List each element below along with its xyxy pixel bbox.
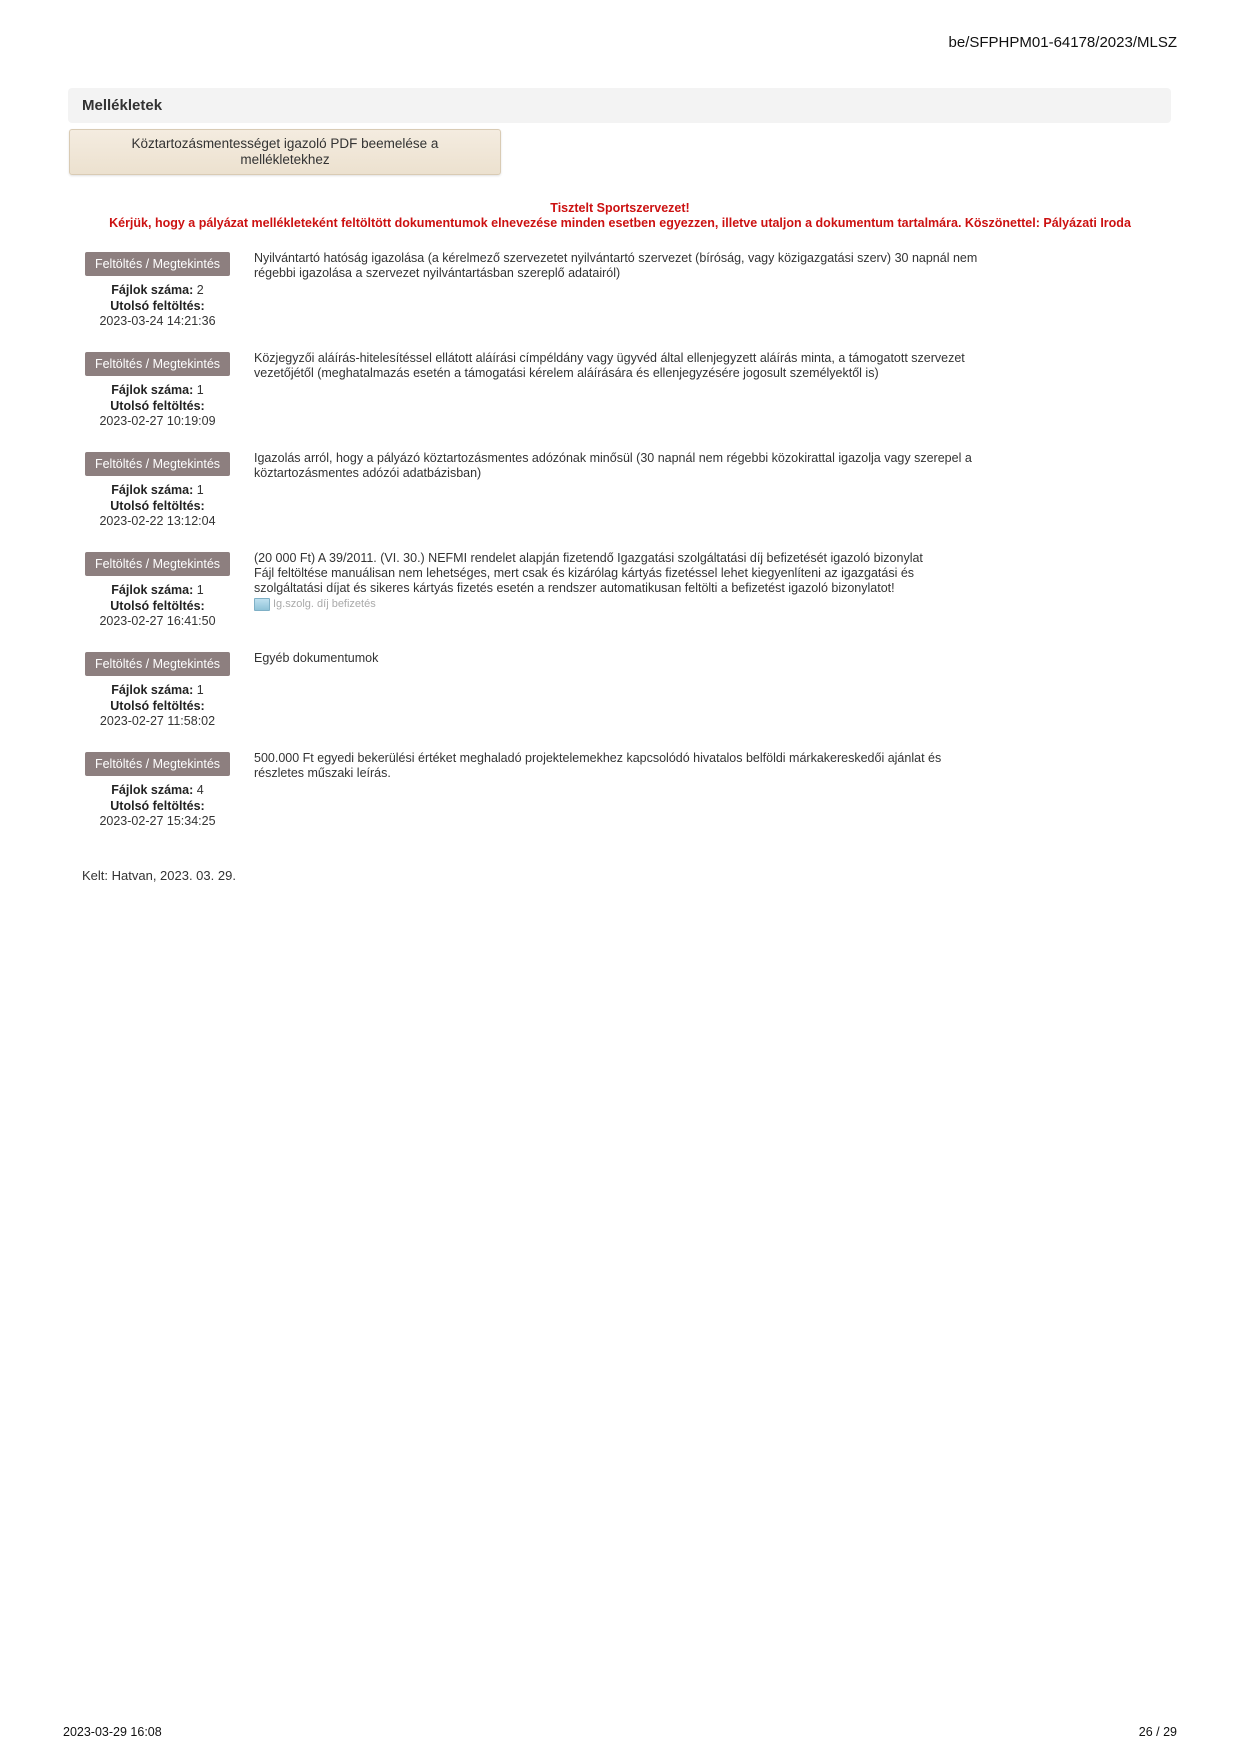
files-count-label: Fájlok száma: — [111, 683, 194, 697]
attachment-row — [60, 752, 1140, 842]
page-number: 26 / 29 — [1138, 1725, 1177, 1739]
document-reference: be/SFPHPM01-64178/2023/MLSZ — [948, 34, 1177, 51]
upload-view-button[interactable]: Feltöltés / Megtekintés — [85, 352, 230, 376]
description-line: köztartozásmentes adózói adatbázisban) — [254, 466, 482, 480]
files-count-label: Fájlok száma: — [111, 283, 194, 297]
attachment-description — [254, 251, 994, 281]
files-count-label: Fájlok száma: — [111, 483, 194, 497]
description-line: szolgáltatási díjat és sikeres kártyás fizetés esetén a rendszer automatikusan feltölti a befizetést igazoló bizonylatot! — [254, 581, 895, 595]
description-line: Közjegyzői aláírás-hitelesítéssel ellátott aláírási címpéldány vagy ügyvéd által ellenjegyzett aláírás minta, a támogatott szervezet — [254, 351, 965, 365]
description-line: Igazolás arról, hogy a pályázó köztartozásmentes adózónak minősül (30 napnál nem régebbi közokirattal igazolja vagy szerepel a — [254, 451, 972, 465]
files-count-value: 1 — [196, 383, 204, 397]
import-pdf-button[interactable]: Köztartozásmentességet igazoló PDF beemelése a mellékletekhez — [69, 129, 501, 175]
files-count-value: 4 — [196, 783, 204, 797]
attachment-row — [60, 252, 1140, 342]
upload-view-button[interactable]: Feltöltés / Megtekintés — [85, 452, 230, 476]
image-file-icon — [254, 598, 270, 611]
description-line: (20 000 Ft) A 39/2011. (VI. 30.) NEFMI rendelet alapján fizetendő Igazgatási szolgáltatási díj befizetését igazoló bizonylat — [254, 551, 923, 565]
description-line: Egyéb dokumentumok — [254, 651, 379, 665]
upload-view-button[interactable]: Feltöltés / Megtekintés — [85, 652, 230, 676]
upload-view-button[interactable]: Feltöltés / Megtekintés — [85, 752, 230, 776]
attachment-description — [254, 451, 994, 481]
file-link-label: Ig.szolg. díj befizetés — [273, 598, 376, 610]
last-upload-label: Utolsó feltöltés: — [110, 398, 205, 413]
attachment-row — [60, 352, 1140, 442]
notice-message: Kérjük, hogy a pályázat mellékleteként feltöltött dokumentumok elnevezése minden esetben egyezzen, illetve utaljon a dokumentum tartalmára. Köszönettel: Pályázati Iroda — [109, 216, 1131, 230]
last-upload-label: Utolsó feltöltés: — [110, 598, 205, 613]
last-upload-value: 2023-02-27 10:19:09 — [99, 414, 216, 428]
file-link[interactable] — [254, 597, 376, 612]
attachment-description — [254, 351, 994, 381]
files-count-label: Fájlok száma: — [111, 583, 194, 597]
attachment-row — [60, 452, 1140, 542]
description-line: részletes műszaki leírás. — [254, 766, 391, 780]
attachment-meta — [60, 452, 255, 530]
attachment-meta — [60, 252, 255, 330]
last-upload-value: 2023-02-27 16:41:50 — [99, 614, 216, 628]
files-count-value: 2 — [196, 283, 204, 297]
attachment-row — [60, 652, 1140, 742]
last-upload-label: Utolsó feltöltés: — [110, 498, 205, 513]
last-upload-value: 2023-02-27 15:34:25 — [99, 814, 216, 828]
upload-view-button[interactable]: Feltöltés / Megtekintés — [85, 252, 230, 276]
section-header — [68, 88, 1171, 123]
description-line: 500.000 Ft egyedi bekerülési értéket meghaladó projektelemekhez kapcsolódó hivatalos belföldi márkakereskedői ajánlat és — [254, 751, 942, 765]
last-upload-value: 2023-02-27 11:58:02 — [99, 714, 216, 728]
attachment-description — [254, 651, 994, 666]
files-count-label: Fájlok száma: — [111, 783, 194, 797]
issue-place-date: Kelt: Hatvan, 2023. 03. 29. — [82, 868, 236, 883]
upload-view-button[interactable]: Feltöltés / Megtekintés — [85, 552, 230, 576]
last-upload-label: Utolsó feltöltés: — [110, 698, 205, 713]
last-upload-value: 2023-03-24 14:21:36 — [99, 314, 216, 328]
last-upload-label: Utolsó feltöltés: — [110, 298, 205, 313]
attachment-meta — [60, 552, 255, 630]
files-count-value: 1 — [196, 483, 204, 497]
footer-datetime: 2023-03-29 16:08 — [63, 1725, 162, 1739]
section-title: Mellékletek — [82, 97, 163, 114]
files-count-value: 1 — [196, 583, 204, 597]
attachment-meta — [60, 652, 255, 730]
attachment-meta — [60, 352, 255, 430]
attachment-description — [254, 751, 994, 781]
last-upload-value: 2023-02-22 13:12:04 — [99, 514, 216, 528]
files-count-label: Fájlok száma: — [111, 383, 194, 397]
last-upload-label: Utolsó feltöltés: — [110, 798, 205, 813]
attachment-description — [254, 551, 994, 615]
description-line: Fájl feltöltése manuálisan nem lehetséges, mert csak és kizárólag kártyás fizetéssel lehet kiegyenlíteni az igazgatási és — [254, 566, 915, 580]
attachment-row — [60, 552, 1140, 642]
description-line: Nyilvántartó hatóság igazolása (a kérelmező szervezetet nyilvántartó szervezet (bíróság, vagy közigazgatási szerv) 30 napnál nem — [254, 251, 978, 265]
attachment-meta — [60, 752, 255, 830]
description-line: vezetőjétől (meghatalmazás esetén a támogatási kérelem aláírására és ellenjegyzésére jogosult személyektől is) — [254, 366, 879, 380]
notice-greeting: Tisztelt Sportszervezet! — [550, 201, 690, 215]
files-count-value: 1 — [196, 683, 204, 697]
notice — [60, 201, 1180, 231]
description-line: régebbi igazolása a szervezet nyilvántartásban szereplő adatairól) — [254, 266, 621, 280]
